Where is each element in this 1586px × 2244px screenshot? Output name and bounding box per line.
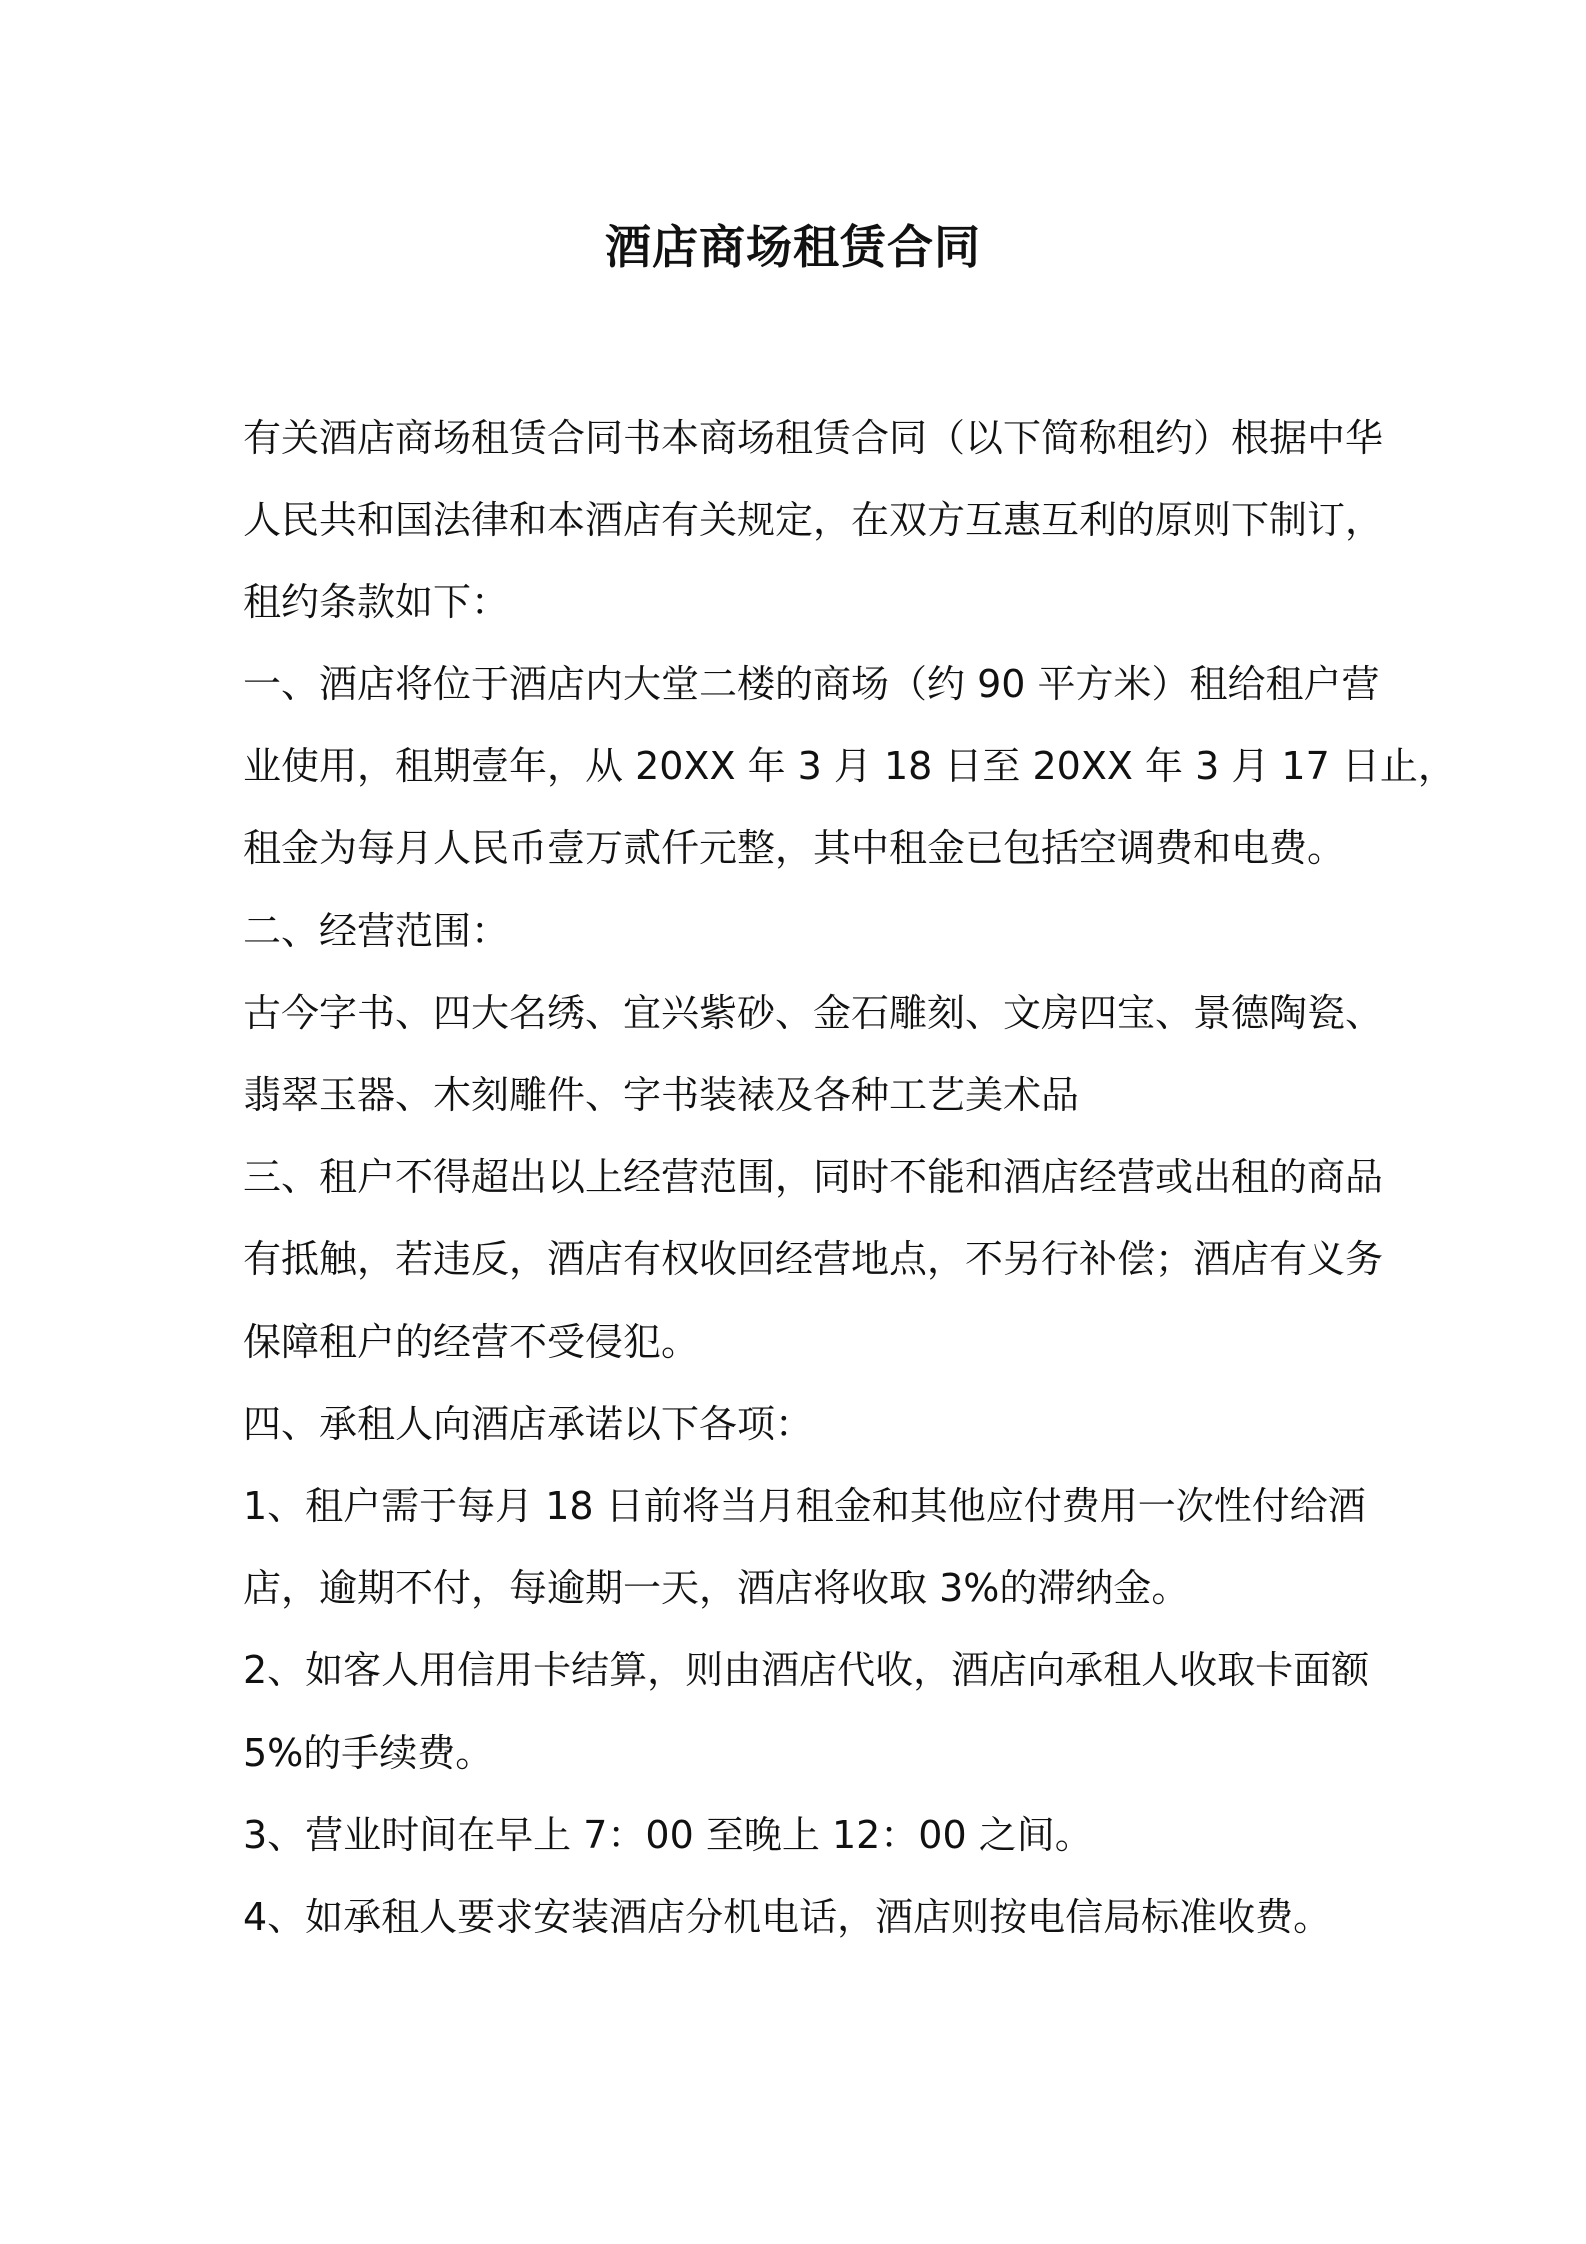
text-line-clause-1-c: 租金为每月人民币壹万贰仟元整，其中租金已包括空调费和电费。 [243, 826, 1346, 870]
document-title: 酒店商场租赁合同 [605, 220, 981, 274]
text-line-clause-4-heading: 四、承租人向酒店承诺以下各项： [243, 1402, 814, 1446]
text-line-clause-2-a: 古今字书、四大名绣、宜兴紫砂、金石雕刻、文房四宝、景德陶瓷、 [243, 991, 1384, 1035]
text-line-item-3: 3、营业时间在早上 7：00 至晚上 12：00 之间。 [243, 1813, 1093, 1857]
text-line-clause-1-b: 业使用，租期壹年，从 20XX 年 3 月 18 日至 20XX 年 3 月 17 日止， [243, 744, 1456, 788]
text-line-item-2-b: 5%的手续费。 [243, 1731, 494, 1775]
text-line-clause-1-a: 一、酒店将位于酒店内大堂二楼的商场（约 90 平方米）租给租户营 [243, 662, 1380, 706]
text-line-clause-2-heading: 二、经营范围： [243, 909, 510, 953]
text-line-intro-1: 有关酒店商场租赁合同书本商场租赁合同（以下简称租约）根据中华 [243, 416, 1384, 460]
text-line-intro-2: 人民共和国法律和本酒店有关规定，在双方互惠互利的原则下制订， [243, 498, 1384, 542]
text-line-item-4: 4、如承租人要求安装酒店分机电话，酒店则按电信局标准收费。 [243, 1895, 1332, 1939]
text-line-clause-2-b: 翡翠玉器、木刻雕件、字书装裱及各种工艺美术品 [243, 1073, 1080, 1117]
text-line-clause-3-a: 三、租户不得超出以上经营范围，同时不能和酒店经营或出租的商品 [243, 1155, 1384, 1199]
text-line-item-2-a: 2、如客人用信用卡结算，则由酒店代收，酒店向承租人收取卡面额 [243, 1648, 1370, 1692]
text-line-clause-3-c: 保障租户的经营不受侵犯。 [243, 1320, 700, 1364]
text-line-item-1-b: 店，逾期不付，每逾期一天，酒店将收取 3%的滞纳金。 [243, 1566, 1190, 1610]
text-line-clause-3-b: 有抵触，若违反，酒店有权收回经营地点，不另行补偿；酒店有义务 [243, 1237, 1384, 1281]
text-line-intro-3: 租约条款如下： [243, 580, 510, 624]
text-line-item-1-a: 1、租户需于每月 18 日前将当月租金和其他应付费用一次性付给酒 [243, 1484, 1366, 1528]
